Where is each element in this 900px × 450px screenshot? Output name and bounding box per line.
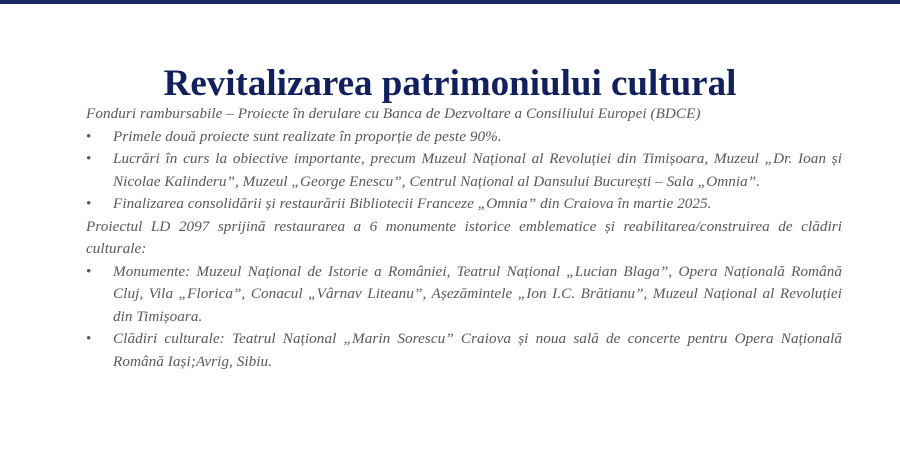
list-item-text: Lucrări în curs la obiective importante, precum Muzeul Național al Revoluției din Timișoara, Muzeul „Dr. Ioan și Nicolae Kalinderu”, Muzeul „George Enescu”, Centrul Național al Dansului București – Sala „Omnia”. (113, 150, 842, 190)
list-item-text: Clădiri culturale: Teatrul Național „Marin Sorescu” Craiova și noua sală de concerte pentru Opera Națională Română Iași;Avrig, Sibiu. (113, 330, 842, 370)
bullet-icon: • (86, 330, 92, 347)
bullet-list-funding (86, 126, 842, 216)
bullet-icon: • (86, 195, 92, 212)
list-item-text: Primele două proiecte sunt realizate în proporție de peste 90%. (113, 127, 502, 145)
top-rule (0, 0, 900, 4)
project-paragraph: Proiectul LD 2097 sprijină restaurarea a 6 monumente istorice emblematice și reabilitarea/construirea de clădiri culturale: (86, 217, 842, 257)
list-item-text: Monumente: Muzeul Național de Istorie a României, Teatrul Național „Lucian Blaga”, Opera Națională Română Cluj, Vila „Florica”, Conacul „Vârnav Liteanu”, Așezămintele „Ion I.C. Brătianu”, Muzeul Național al Revoluției din Timișoara. (113, 262, 842, 325)
bullet-icon: • (86, 127, 92, 145)
list-item (86, 261, 842, 329)
list-item (86, 126, 842, 149)
list-item-text: Finalizarea consolidării și restaurării Bibliotecii Franceze „Omnia” din Craiova în martie 2025. (113, 195, 712, 212)
intro-heading: Fonduri rambursabile – Proiecte în derulare cu Banca de Dezvoltare a Consiliului Europei (BDCE) (86, 105, 701, 122)
slide-body (86, 103, 842, 373)
page-title: Revitalizarea patrimoniului cultural (163, 62, 737, 104)
list-item (86, 148, 842, 193)
list-item (86, 193, 842, 216)
bullet-list-project (86, 261, 842, 374)
bullet-icon: • (86, 262, 92, 280)
bullet-icon: • (86, 150, 92, 167)
list-item (86, 328, 842, 373)
